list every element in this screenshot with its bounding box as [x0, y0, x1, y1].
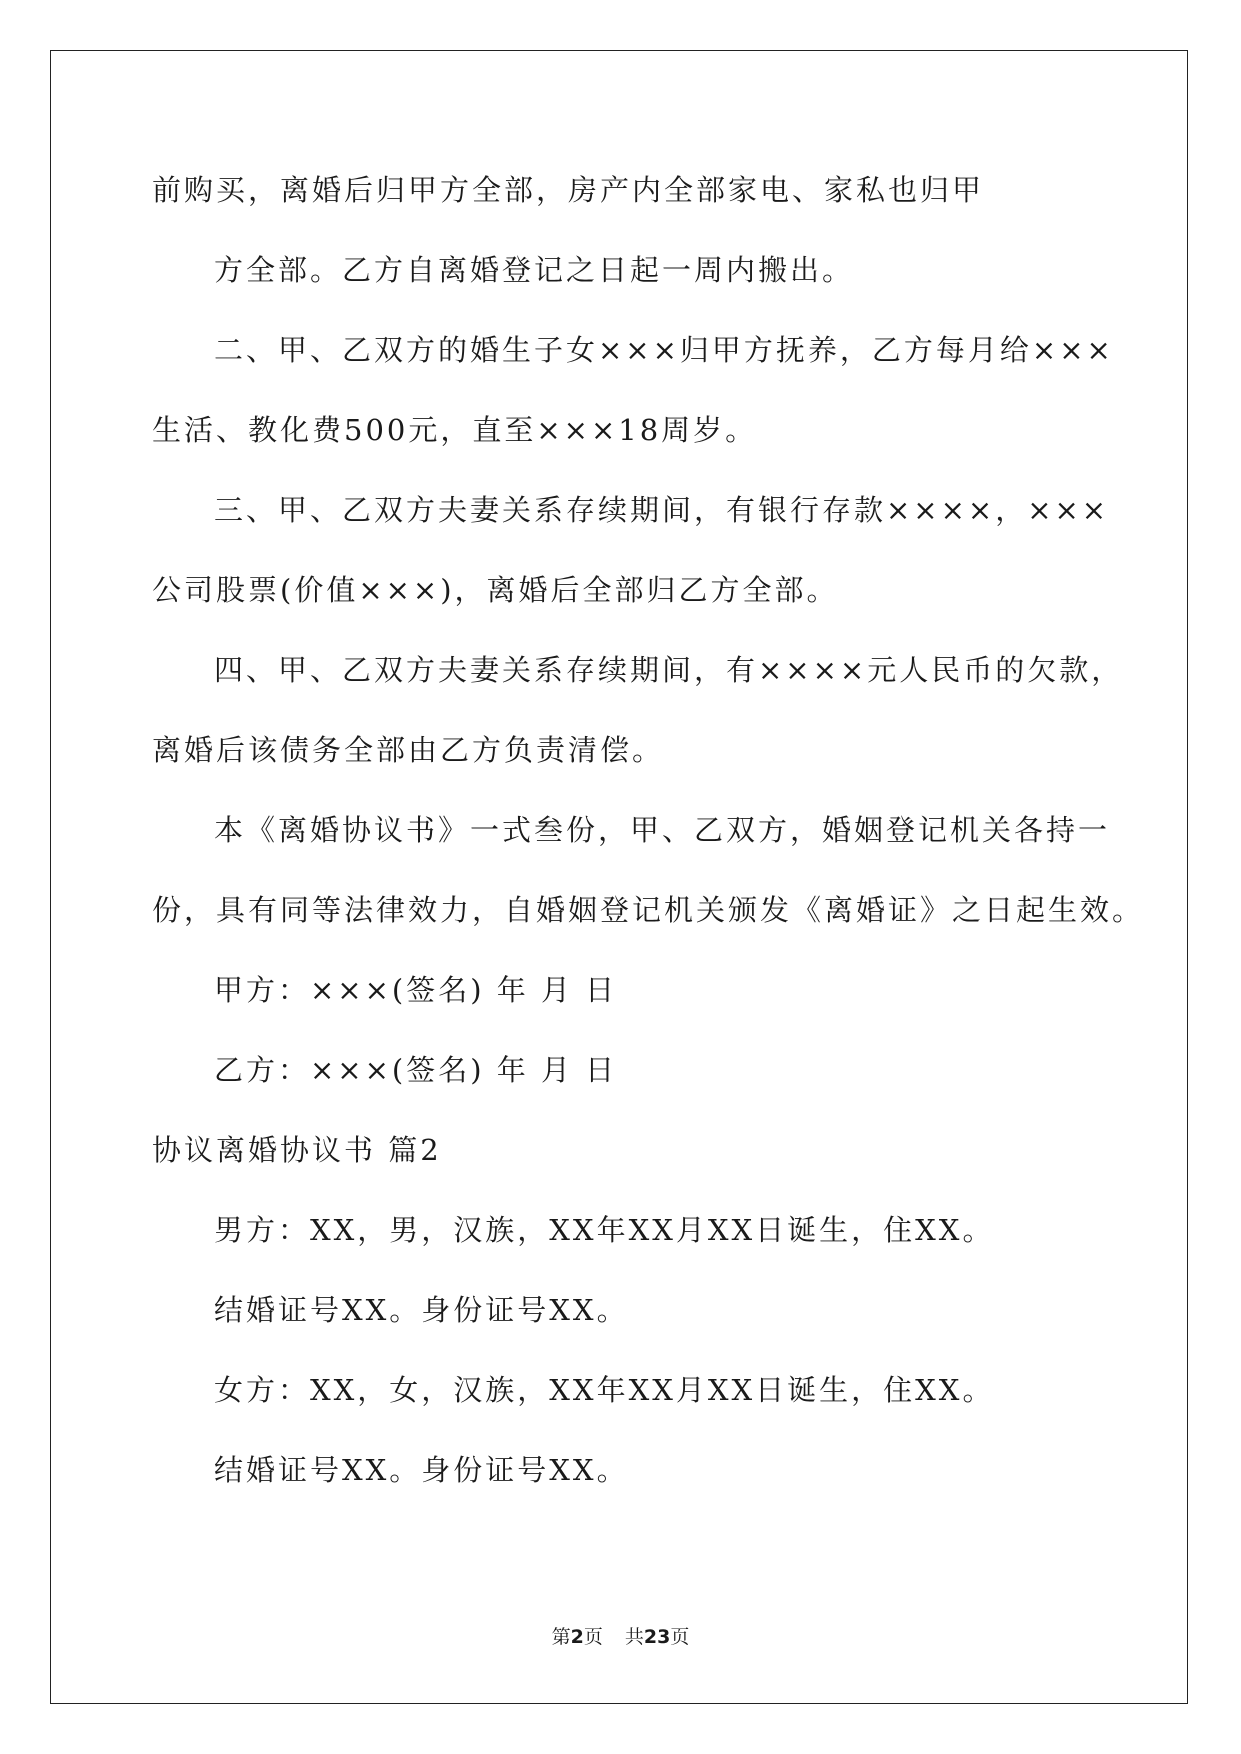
text-line: 女方：XX，女，汉族，XX年XX月XX日诞生，住XX。 [214, 1373, 995, 1407]
signature-line-party-b: 乙方：×××(签名) 年 月 日 [214, 1053, 618, 1087]
text-line: 份，具有同等法律效力，自婚姻登记机关颁发《离婚证》之日起生效。 [152, 893, 1145, 927]
footer-page-number: 2 [570, 1626, 584, 1648]
footer-total-pages: 23 [643, 1626, 671, 1648]
text-line: 男方：XX，男，汉族，XX年XX月XX日诞生，住XX。 [214, 1213, 995, 1247]
text-line: 结婚证号XX。身份证号XX。 [214, 1453, 629, 1487]
text-line: 三、甲、乙双方夫妻关系存续期间，有银行存款××××，××× [214, 493, 1110, 527]
footer-prefix: 第 [551, 1626, 571, 1648]
text-line: 生活、教化费500元，直至×××18周岁。 [152, 413, 758, 447]
text-line: 离婚后该债务全部由乙方负责清偿。 [152, 733, 665, 767]
page-footer [0, 1625, 1241, 1649]
signature-line-party-a: 甲方：×××(签名) 年 月 日 [214, 973, 618, 1007]
text-line: 结婚证号XX。身份证号XX。 [214, 1293, 629, 1327]
section-heading: 协议离婚协议书 篇2 [152, 1133, 442, 1167]
text-line: 公司股票(价值×××)，离婚后全部归乙方全部。 [152, 573, 839, 607]
footer-total-prefix: 共 [624, 1626, 644, 1648]
text-line: 四、甲、乙双方夫妻关系存续期间，有××××元人民币的欠款， [214, 653, 1124, 687]
text-line: 前购买，离婚后归甲方全部，房产内全部家电、家私也归甲 [152, 173, 985, 207]
text-line: 方全部。乙方自离婚登记之日起一周内搬出。 [214, 253, 855, 287]
text-line: 本《离婚协议书》一式叁份，甲、乙双方，婚姻登记机关各持一 [214, 813, 1111, 847]
footer-page-suffix: 页 [583, 1626, 603, 1648]
footer-total-suffix: 页 [670, 1626, 690, 1648]
text-line: 二、甲、乙双方的婚生子女×××归甲方抚养，乙方每月给××× [214, 333, 1114, 367]
